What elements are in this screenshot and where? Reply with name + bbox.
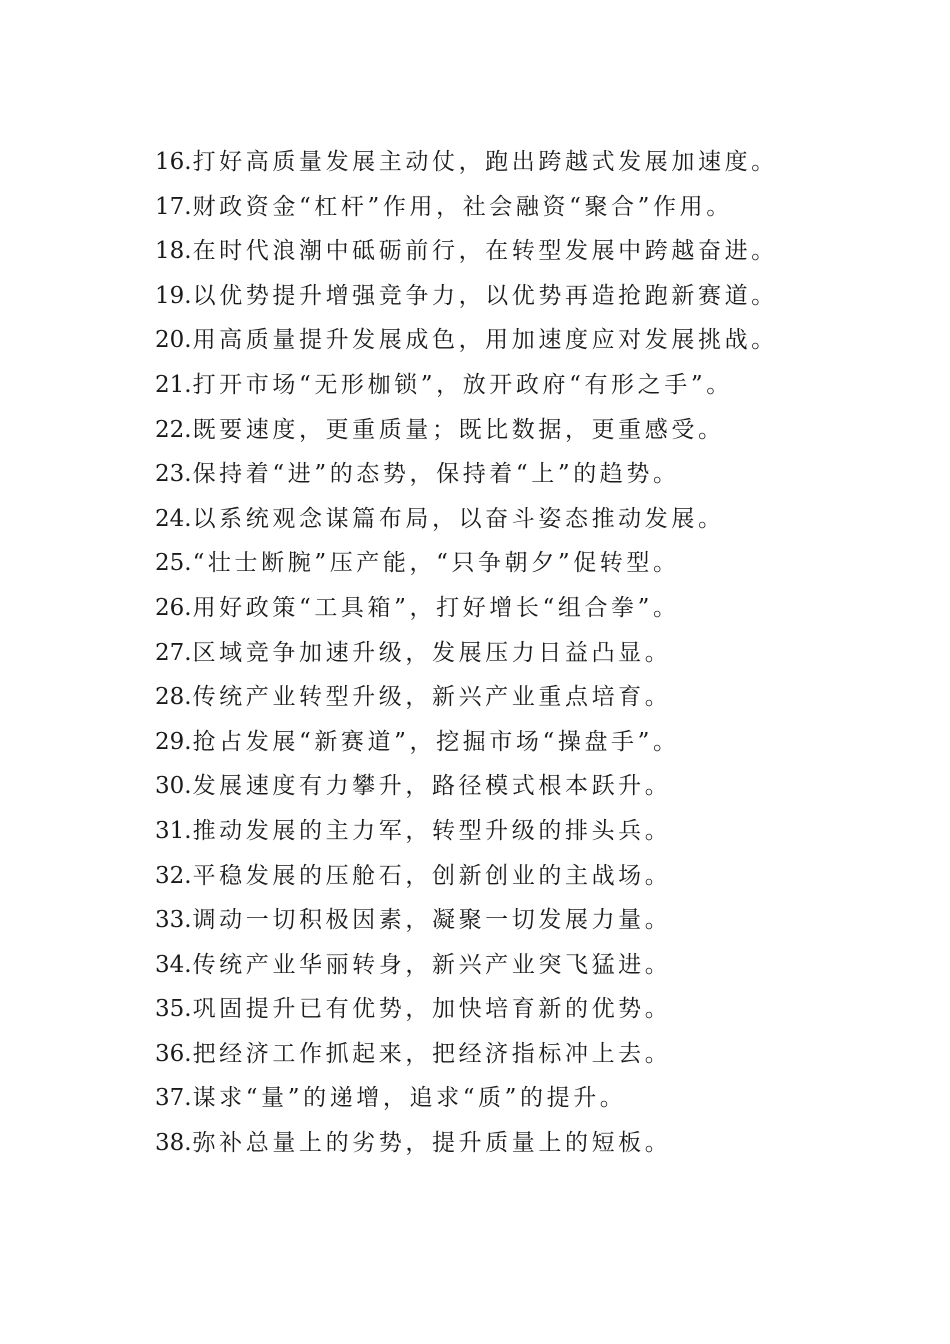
item-text: 保持着“进”的态势，保持着“上”的趋势。 bbox=[192, 461, 680, 488]
list-item bbox=[155, 452, 915, 497]
item-text: 用好政策“工具箱”，打好增长“组合拳”。 bbox=[192, 594, 680, 621]
list-item bbox=[155, 541, 915, 586]
item-text: 调动一切积极因素，凝聚一切发展力量。 bbox=[192, 907, 672, 934]
item-number: 16. bbox=[155, 149, 192, 175]
list-item bbox=[155, 764, 915, 809]
item-text: 打开市场“无形枷锁”，放开政府“有形之手”。 bbox=[192, 371, 733, 398]
list-item bbox=[155, 1032, 915, 1077]
list-item bbox=[155, 631, 915, 676]
item-text: 抢占发展“新赛道”，挖掘市场“操盘手”。 bbox=[192, 728, 680, 755]
item-text: “壮士断腕”压产能，“只争朝夕”促转型。 bbox=[192, 550, 680, 577]
item-number: 19. bbox=[155, 282, 192, 309]
item-number: 29. bbox=[155, 728, 192, 755]
item-text: 巩固提升已有优势，加快培育新的优势。 bbox=[192, 996, 672, 1023]
item-number: 22. bbox=[155, 416, 192, 443]
item-text: 把经济工作抓起来，把经济指标冲上去。 bbox=[192, 1040, 672, 1067]
list-item bbox=[155, 497, 915, 542]
item-text: 谋求“量”的递增，追求“质”的提升。 bbox=[192, 1085, 627, 1112]
item-number: 32. bbox=[155, 862, 192, 889]
item-text: 推动发展的主力军，转型升级的排头兵。 bbox=[192, 817, 672, 844]
item-number: 36. bbox=[155, 1040, 192, 1067]
item-number: 18. bbox=[155, 238, 192, 265]
list-item bbox=[155, 675, 915, 720]
item-text: 平稳发展的压舱石，创新创业的主战场。 bbox=[192, 862, 672, 889]
item-text: 财政资金“杠杆”作用，社会融资“聚合”作用。 bbox=[192, 193, 733, 220]
item-text: 打好高质量发展主动仗，跑出跨越式发展加速度。 bbox=[192, 149, 778, 175]
list-item bbox=[155, 140, 915, 185]
item-number: 23. bbox=[155, 461, 192, 488]
list-item bbox=[155, 1121, 915, 1166]
item-number: 34. bbox=[155, 951, 192, 978]
item-text: 既要速度，更重质量；既比数据，更重感受。 bbox=[192, 416, 725, 443]
item-number: 26. bbox=[155, 594, 192, 621]
item-text: 区域竞争加速升级，发展压力日益凸显。 bbox=[192, 639, 672, 666]
list-item bbox=[155, 408, 915, 453]
item-text: 以优势提升增强竞争力，以优势再造抢跑新赛道。 bbox=[192, 282, 778, 309]
item-number: 24. bbox=[155, 505, 192, 532]
item-number: 33. bbox=[155, 907, 192, 934]
list-item bbox=[155, 318, 915, 363]
list-item bbox=[155, 185, 915, 230]
item-text: 传统产业转型升级，新兴产业重点培育。 bbox=[192, 684, 672, 711]
list-item bbox=[155, 854, 915, 899]
item-number: 31. bbox=[155, 817, 192, 844]
list-item bbox=[155, 720, 915, 765]
item-text: 发展速度有力攀升，路径模式根本跃升。 bbox=[192, 773, 672, 800]
list-item bbox=[155, 363, 915, 408]
item-number: 28. bbox=[155, 684, 192, 711]
item-number: 21. bbox=[155, 371, 192, 398]
list-item bbox=[155, 898, 915, 943]
list-item bbox=[155, 943, 915, 988]
item-number: 38. bbox=[155, 1130, 192, 1157]
list-item bbox=[155, 1076, 915, 1121]
list-item bbox=[155, 809, 915, 854]
item-number: 20. bbox=[155, 327, 192, 354]
item-number: 27. bbox=[155, 639, 192, 666]
item-number: 25. bbox=[155, 550, 192, 577]
item-number: 17. bbox=[155, 193, 192, 220]
item-text: 在时代浪潮中砥砺前行，在转型发展中跨越奋进。 bbox=[192, 238, 778, 265]
numbered-list bbox=[155, 140, 915, 1166]
item-text: 用高质量提升发展成色，用加速度应对发展挑战。 bbox=[192, 327, 778, 354]
list-item bbox=[155, 229, 915, 274]
item-number: 35. bbox=[155, 996, 192, 1023]
list-item bbox=[155, 987, 915, 1032]
item-text: 以系统观念谋篇布局，以奋斗姿态推动发展。 bbox=[192, 505, 725, 532]
item-number: 30. bbox=[155, 773, 192, 800]
item-text: 传统产业华丽转身，新兴产业突飞猛进。 bbox=[192, 951, 672, 978]
list-item bbox=[155, 274, 915, 319]
item-number: 37. bbox=[155, 1085, 192, 1112]
list-item bbox=[155, 586, 915, 631]
item-text: 弥补总量上的劣势，提升质量上的短板。 bbox=[192, 1130, 672, 1157]
